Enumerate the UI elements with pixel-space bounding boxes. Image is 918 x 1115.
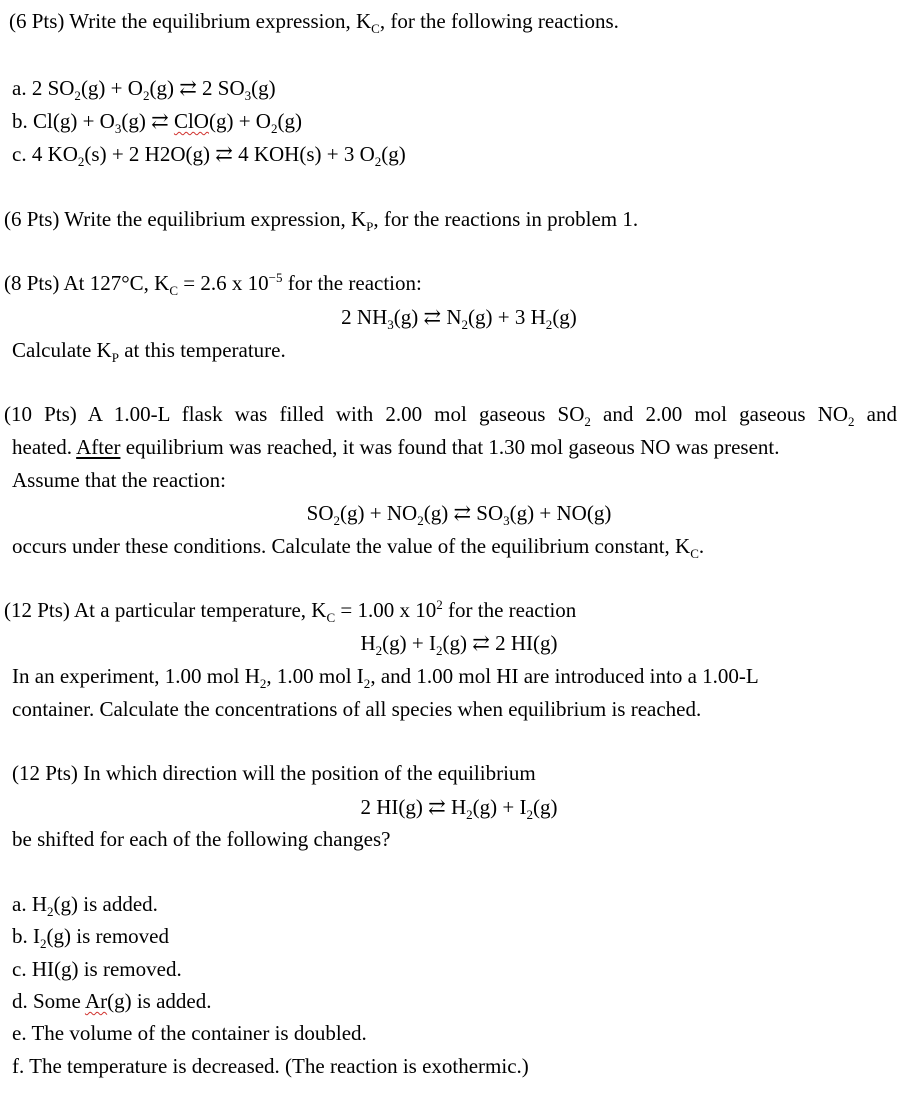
spellcheck-mark: ClO	[173, 109, 209, 133]
q1-heading: (6 Pts) Write the equilibrium expression, $K_C$, for the following reactions.	[9, 9, 619, 37]
q5-line-2: container. Calculate the concentrations of all species when equilibrium is reached.	[12, 697, 702, 721]
q6-line-1: be shifted for each of the following changes?	[12, 827, 391, 851]
q1-reaction-a: a. 2 $SO_2(g) + O_2(g)$ ⇄ 2 $SO_3(g)$	[12, 76, 276, 104]
q6-change-e: e. The volume of the container is doubled.	[12, 1021, 367, 1045]
q5-line-1: In an experiment, 1.00 mol $H_2$, 1.00 mol $I_2$, and 1.00 mol HI are introduced into a 1.00-L	[12, 664, 759, 692]
q6-change-c: c. HI(g) is removed.	[12, 957, 182, 981]
q6-change-b: b. $I_2(g)$ is removed	[12, 924, 169, 952]
q4-reaction: $SO_2(g) + NO_2(g)$ ⇄ $SO_3(g) + NO(g)$	[306, 501, 612, 529]
q5-heading: (12 Pts) At a particular temperature, $K_C = 1.00$ x $10^2$ for the reaction	[4, 597, 577, 626]
q4-line-2: heated. After equilibrium was reached, it was found that 1.30 mol gaseous NO was present.	[12, 435, 780, 459]
q6-change-a: a. $H_2(g)$ is added.	[12, 892, 158, 920]
q5-reaction: $H_2(g) + I_2(g)$ ⇄ 2 HI(g)	[360, 631, 558, 659]
q6-reaction: 2 HI(g) ⇄ $H_2(g) + I_2(g)$	[360, 795, 558, 823]
q3-prompt: Calculate $K_P$ at this temperature.	[12, 338, 286, 366]
q4-line-1: (10 Pts) A 1.00-L flask was filled with 2.00 mol gaseous $SO_2$ and 2.00 mol gaseous $NO_2$ and	[4, 402, 897, 430]
q3-heading: (8 Pts) At 127°C, $K_C = 2.6$ x $10^{-5}$ for the reaction:	[4, 270, 422, 299]
q4-line-4: occurs under these conditions. Calculate the value of the equilibrium constant, $K_C$.	[12, 534, 705, 562]
q6-change-d: d. Some Ar(g) is added.	[12, 989, 212, 1013]
q6-heading: (12 Pts) In which direction will the position of the equilibrium	[12, 761, 536, 785]
q2-heading: (6 Pts) Write the equilibrium expression, $K_P$, for the reactions in problem 1.	[4, 207, 639, 235]
q3-reaction: 2 $NH_3(g)$ ⇄ $N_2(g) + 3$ $H_2(g)$	[341, 305, 577, 333]
q1-reaction-c: c. 4 $KO_2(s) + 2$ H2O(g) ⇄ 4 KOH(s) + 3 $O_2(g)$	[12, 142, 406, 170]
spellcheck-mark: Ar	[84, 989, 108, 1013]
q1-reaction-b: b. $Cl(g) + O_3(g)$ ⇄ $ClO(g) + O_2(g)$	[12, 109, 302, 137]
q6-change-f: f. The temperature is decreased. (The reaction is exothermic.)	[12, 1054, 529, 1078]
grammar-mark: After	[76, 435, 121, 459]
q4-line-3: Assume that the reaction:	[12, 468, 227, 492]
